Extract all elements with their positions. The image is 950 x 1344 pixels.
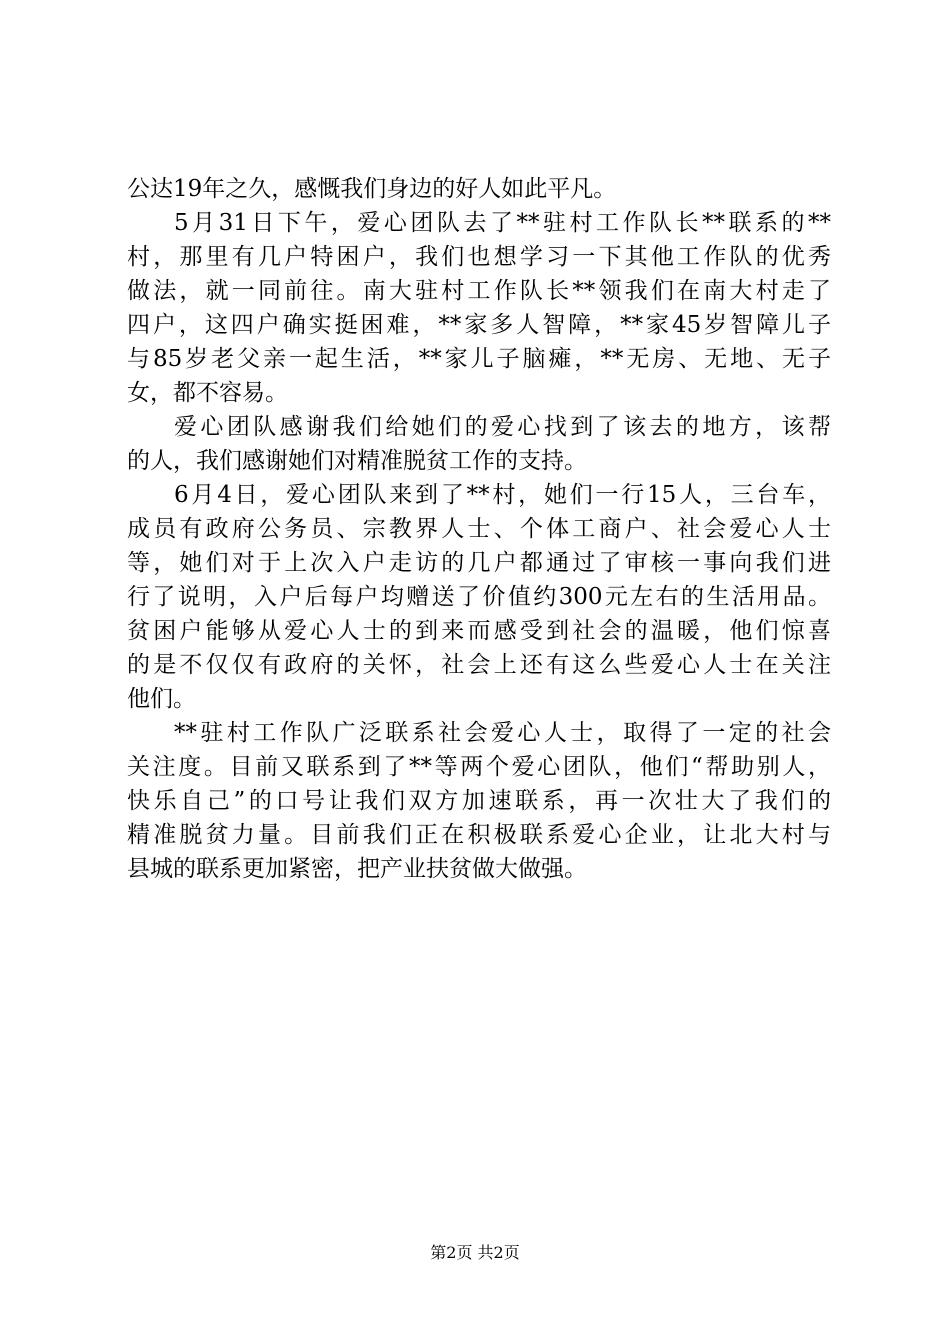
- text-line: 6月4日，爱心团队来到了**村，她们一行15人，三台车，: [174, 482, 831, 508]
- page-footer: [0, 1241, 950, 1265]
- text-line: 他们。: [127, 686, 196, 712]
- text-line: 公达19年之久，感慨我们身边的好人如此平凡。: [127, 176, 617, 202]
- text-line: 行了说明，入户后每户均赠送了价值约300元左右的生活用品。: [127, 584, 831, 610]
- text-line: **驻村工作队广泛联系社会爱心人士，取得了一定的社会: [174, 720, 831, 746]
- text-line: 的人，我们感谢她们对精准脱贫工作的支持。: [127, 448, 587, 474]
- document-body: [127, 172, 831, 886]
- text-line: 四户，这四户确实挺困难，**家多人智障，**家45岁智障儿子: [127, 312, 831, 338]
- text-line: 的是不仅仅有政府的关怀，社会上还有这么些爱心人士在关注: [127, 652, 831, 678]
- text-line: 等，她们对于上次入户走访的几户都通过了审核一事向我们进: [127, 550, 831, 576]
- page-number-label: 第2页 共2页: [430, 1243, 520, 1262]
- text-line: 5月31日下午，爱心团队去了**驻村工作队长**联系的**: [174, 210, 831, 236]
- text-line: 县城的联系更加紧密，把产业扶贫做大做强。: [127, 856, 587, 882]
- text-line: 精准脱贫力量。目前我们正在积极联系爱心企业，让北大村与: [127, 822, 831, 848]
- text-line: 贫困户能够从爱心人士的到来而感受到社会的温暖，他们惊喜: [127, 618, 831, 644]
- text-line: 爱心团队感谢我们给她们的爱心找到了该去的地方，该帮: [174, 414, 831, 440]
- text-line: 女，都不容易。: [127, 380, 288, 406]
- text-line: 村，那里有几户特困户，我们也想学习一下其他工作队的优秀: [127, 244, 831, 270]
- text-line: 与85岁老父亲一起生活，**家儿子脑瘫，**无房、无地、无子: [127, 346, 831, 372]
- text-line: 做法，就一同前往。南大驻村工作队长**领我们在南大村走了: [127, 278, 831, 304]
- text-line: 关注度。目前又联系到了**等两个爱心团队，他们“帮助别人，: [127, 754, 831, 780]
- text-line: 成员有政府公务员、宗教界人士、个体工商户、社会爱心人士: [127, 516, 831, 542]
- text-line: 快乐自己”的口号让我们双方加速联系，再一次壮大了我们的: [127, 788, 831, 814]
